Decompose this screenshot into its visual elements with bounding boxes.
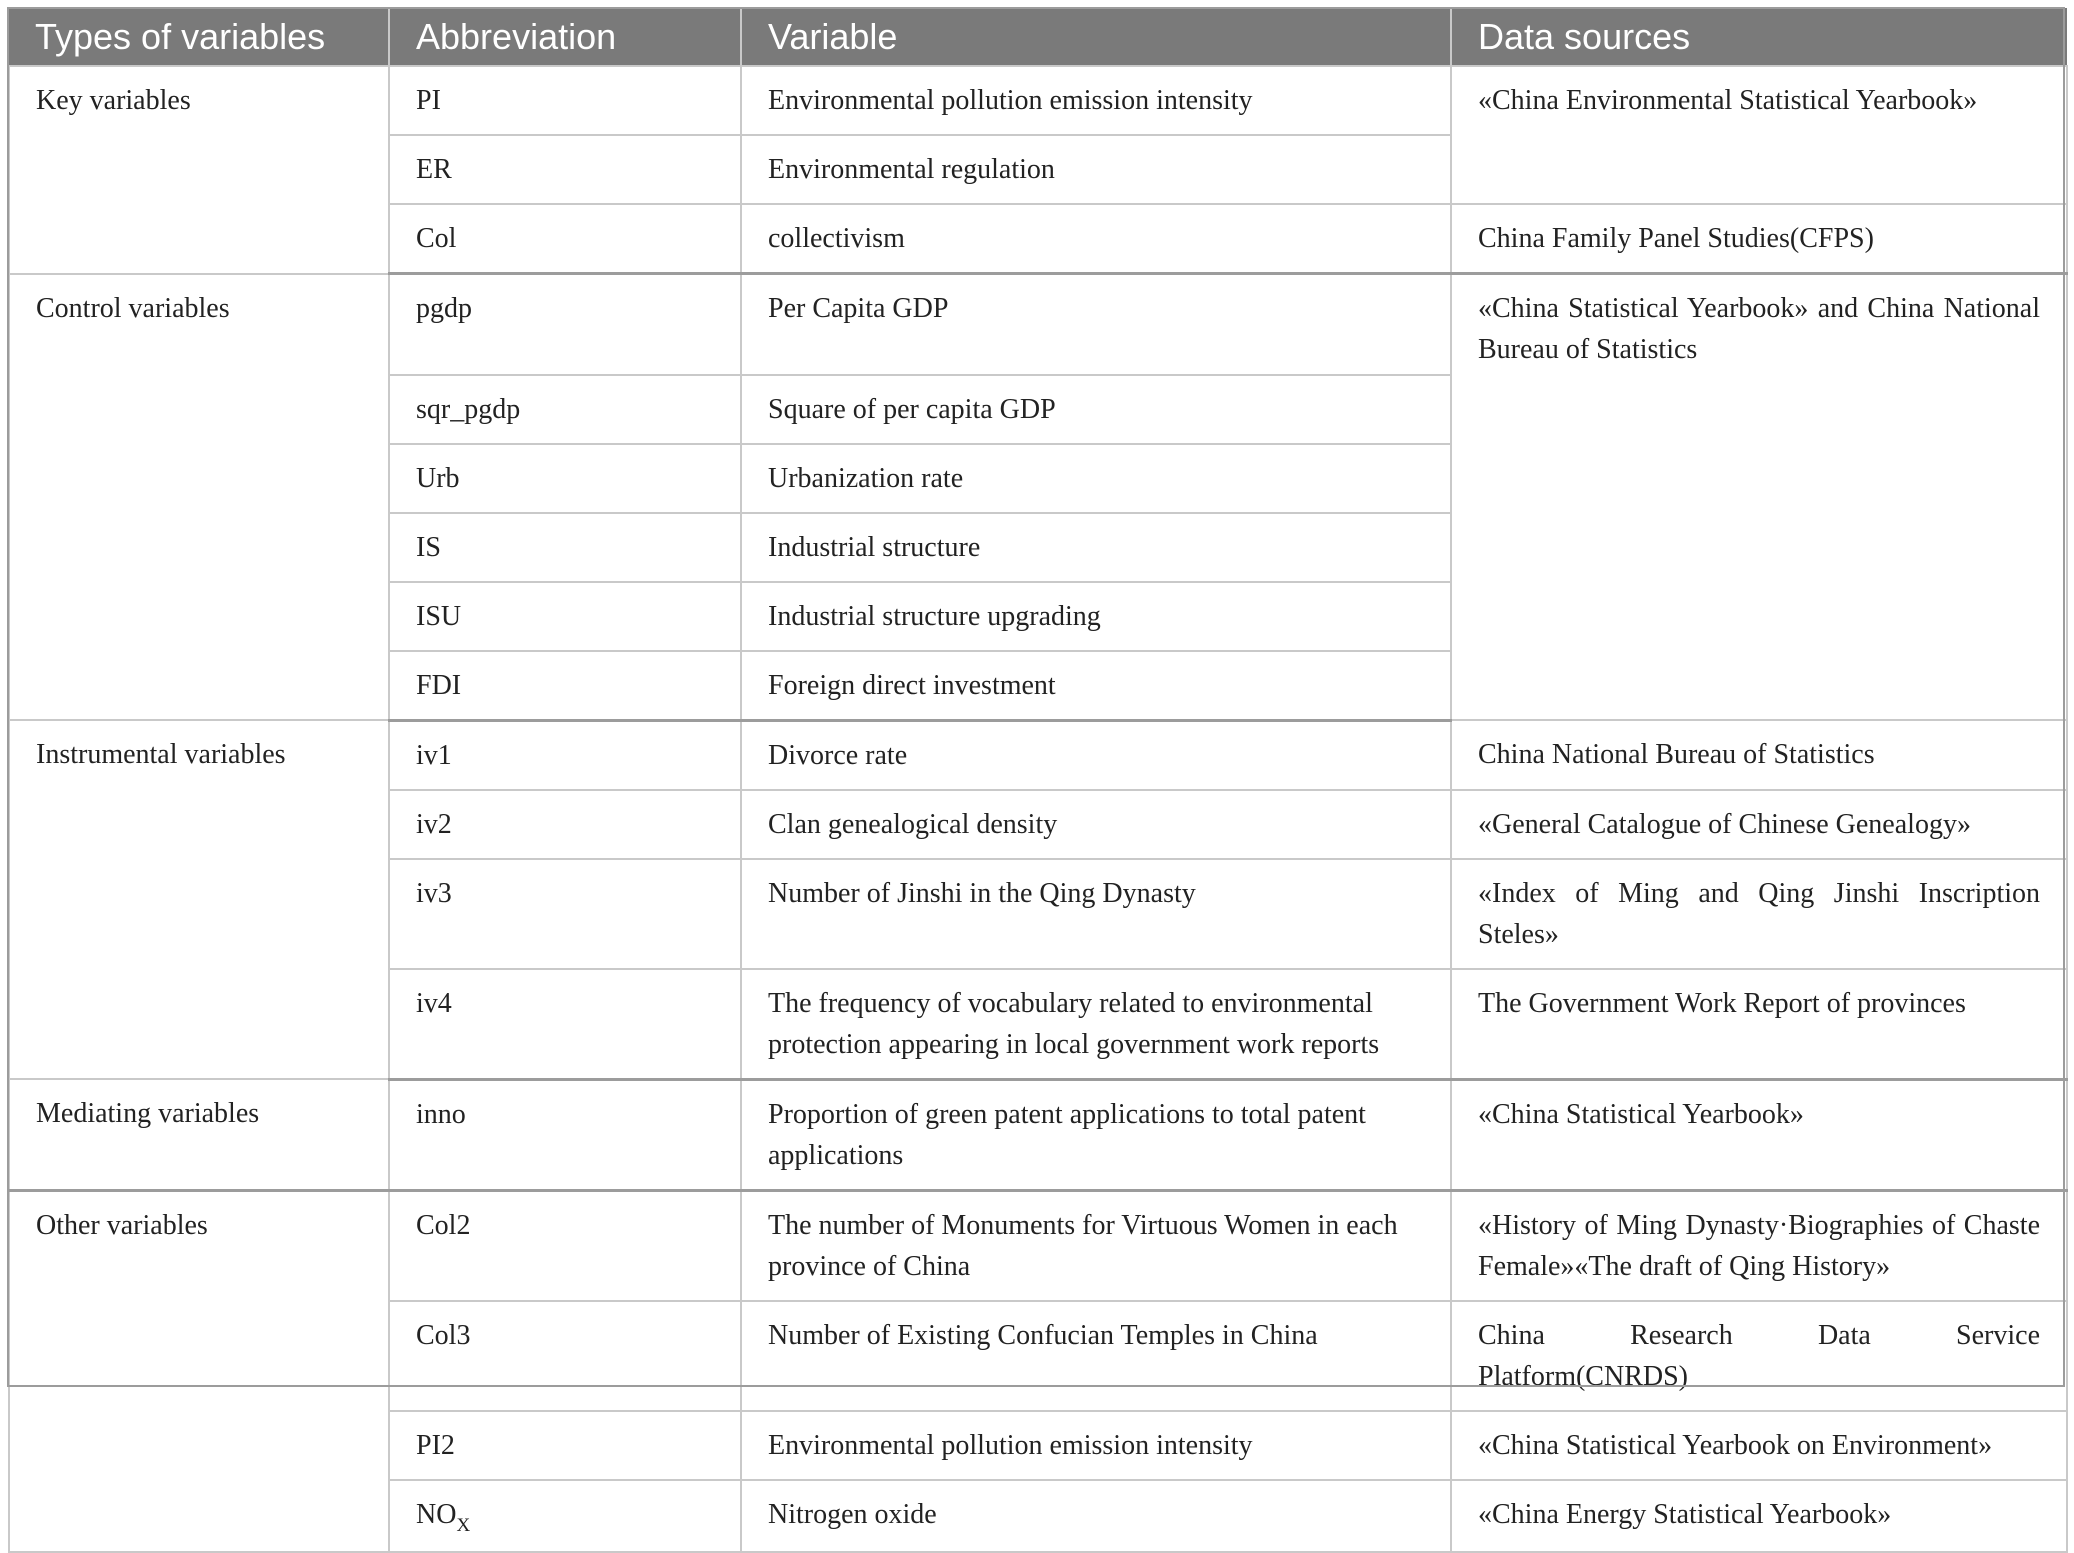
- abbr-cell: iv1: [389, 720, 741, 790]
- table-row: [9, 720, 2067, 790]
- source-cell: «China Statistical Yearbook»: [1451, 1079, 2067, 1190]
- variable-cell: Square of per capita GDP: [741, 375, 1451, 444]
- header-data-sources: Data sources: [1451, 8, 2067, 66]
- table-row: [9, 66, 2067, 135]
- abbr-nox-base: NO: [416, 1498, 457, 1530]
- group-key-variables: Key variables: [9, 66, 389, 274]
- source-cell: «History of Ming Dynasty·Biographies of Chaste Female»«The draft of Qing History»: [1451, 1190, 2067, 1301]
- abbr-cell: pgdp: [389, 274, 741, 375]
- variable-cell: Foreign direct investment: [741, 651, 1451, 721]
- abbr-cell: [389, 1480, 741, 1552]
- group-other-variables: Other variables: [9, 1190, 389, 1552]
- abbr-cell: PI2: [389, 1411, 741, 1480]
- header-row: [9, 8, 2067, 66]
- variable-cell: Environmental pollution emission intensity: [741, 1411, 1451, 1480]
- abbr-cell: ISU: [389, 582, 741, 651]
- abbr-cell: IS: [389, 513, 741, 582]
- abbr-cell: iv4: [389, 969, 741, 1080]
- abbr-cell: Urb: [389, 444, 741, 513]
- source-cell: «China Environmental Statistical Yearbook»: [1451, 66, 2067, 204]
- abbr-cell: PI: [389, 66, 741, 135]
- source-cell: China Family Panel Studies(CFPS): [1451, 204, 2067, 274]
- group-instrumental-variables: Instrumental variables: [9, 720, 389, 1079]
- variable-cell: Per Capita GDP: [741, 274, 1451, 375]
- variable-cell: Number of Existing Confucian Temples in China: [741, 1301, 1451, 1411]
- abbr-cell: iv3: [389, 859, 741, 969]
- header-abbreviation: Abbreviation: [389, 8, 741, 66]
- variable-cell: Environmental pollution emission intensity: [741, 66, 1451, 135]
- abbr-cell: sqr_pgdp: [389, 375, 741, 444]
- abbr-nox-subscript: X: [456, 1514, 471, 1536]
- variable-cell: Clan genealogical density: [741, 790, 1451, 859]
- variable-cell: Industrial structure upgrading: [741, 582, 1451, 651]
- source-cell: «General Catalogue of Chinese Genealogy»: [1451, 790, 2067, 859]
- variable-cell: The frequency of vocabulary related to environmental protection appearing in local government work reports: [741, 969, 1451, 1080]
- table-row: [9, 1190, 2067, 1301]
- variable-cell: The number of Monuments for Virtuous Women in each province of China: [741, 1190, 1451, 1301]
- source-cell: «China Statistical Yearbook» and China National Bureau of Statistics: [1451, 274, 2067, 721]
- header-types-of-variables: Types of variables: [9, 8, 389, 66]
- abbr-cell: Col3: [389, 1301, 741, 1411]
- group-control-variables: Control variables: [9, 274, 389, 721]
- abbr-cell: FDI: [389, 651, 741, 721]
- table-row: [9, 274, 2067, 375]
- variable-cell: Nitrogen oxide: [741, 1480, 1451, 1552]
- source-cell: The Government Work Report of provinces: [1451, 969, 2067, 1080]
- variable-cell: Urbanization rate: [741, 444, 1451, 513]
- abbr-cell: ER: [389, 135, 741, 204]
- abbr-cell: iv2: [389, 790, 741, 859]
- abbr-cell: Col2: [389, 1190, 741, 1301]
- table-row: [9, 1079, 2067, 1190]
- header-variable: Variable: [741, 8, 1451, 66]
- variable-cell: Industrial structure: [741, 513, 1451, 582]
- group-mediating-variables: Mediating variables: [9, 1079, 389, 1190]
- variable-cell: Proportion of green patent applications to total patent applications: [741, 1079, 1451, 1190]
- source-cell: «Index of Ming and Qing Jinshi Inscription Steles»: [1451, 859, 2067, 969]
- variable-cell: Number of Jinshi in the Qing Dynasty: [741, 859, 1451, 969]
- source-cell: «China Statistical Yearbook on Environment»: [1451, 1411, 2067, 1480]
- abbr-cell: inno: [389, 1079, 741, 1190]
- variables-table: [8, 8, 2068, 1553]
- variable-cell: Environmental regulation: [741, 135, 1451, 204]
- source-cell: China National Bureau of Statistics: [1451, 720, 2067, 790]
- variable-cell: Divorce rate: [741, 720, 1451, 790]
- source-cell: «China Energy Statistical Yearbook»: [1451, 1480, 2067, 1552]
- abbr-cell: Col: [389, 204, 741, 274]
- variable-cell: collectivism: [741, 204, 1451, 274]
- source-cell: China Research Data Service Platform(CNRDS): [1451, 1301, 2067, 1411]
